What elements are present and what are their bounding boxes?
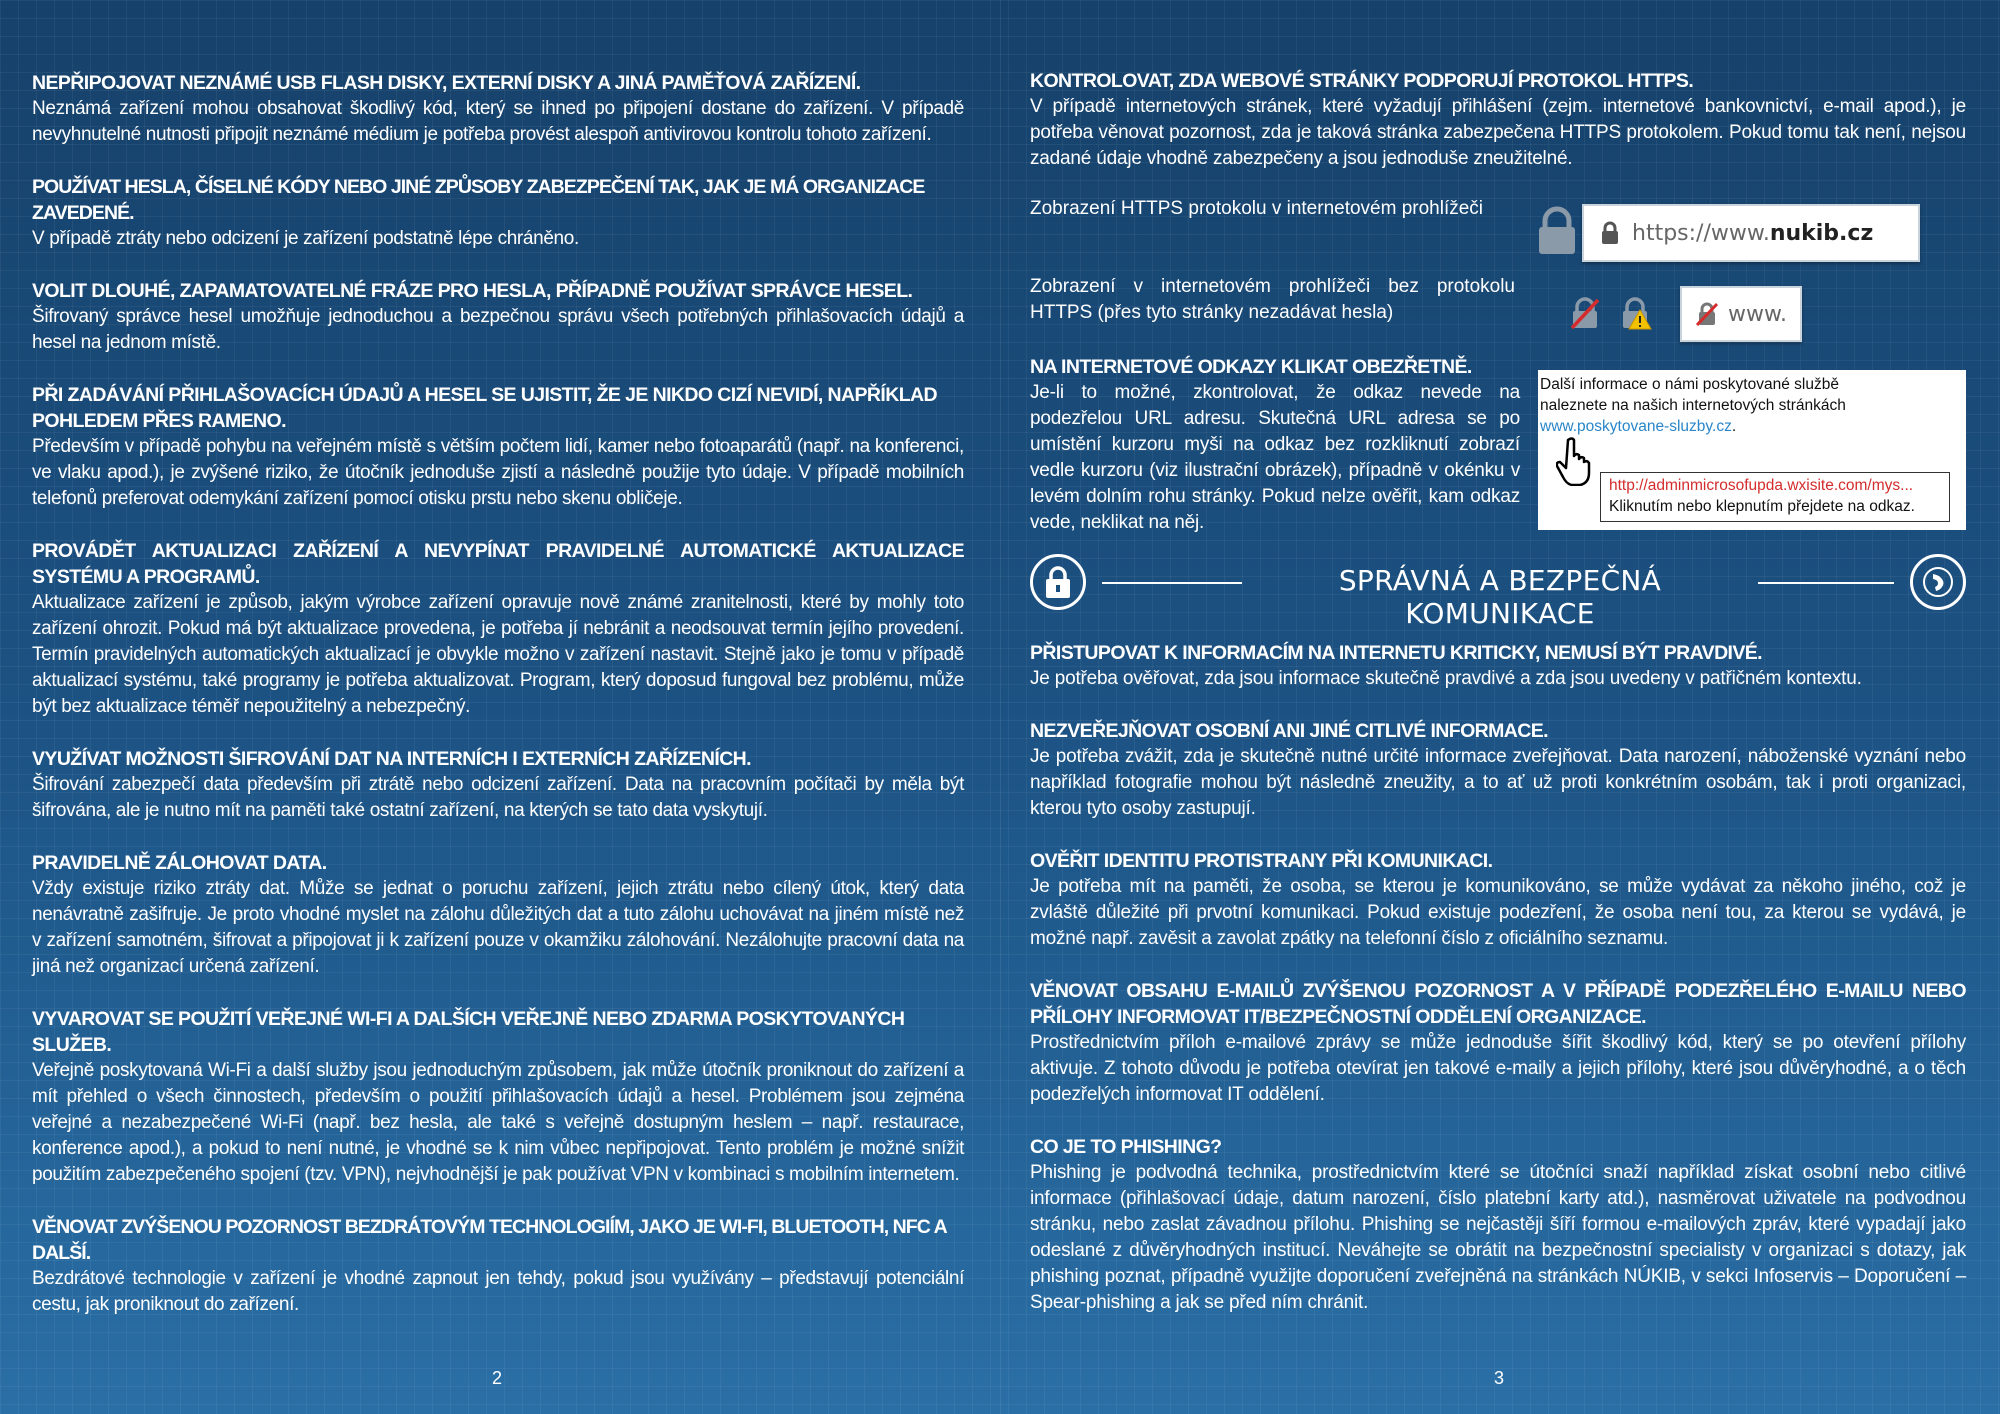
section-heading: VYVAROVAT SE POUŽITÍ VEŘEJNÉ WI-FI A DALŠÍCH VEŘEJNĚ NEBO ZDARMA POSKYTOVANÝCH SLUŽEB. xyxy=(32,1008,905,1056)
section-heading: PRAVIDELNĚ ZÁLOHOVAT DATA. xyxy=(32,852,327,874)
page-number: 2 xyxy=(492,1368,503,1388)
secure-url-text xyxy=(1632,221,1873,246)
banner-title: SPRÁVNÁ A BEZPEČNÁ KOMUNIKACE xyxy=(1338,564,1662,630)
section-heading: NEZVEŘEJŇOVAT OSOBNÍ ANI JINÉ CITLIVÉ INFORMACE. xyxy=(1030,720,1548,742)
left-column xyxy=(32,70,964,1344)
section-body: Bezdrátové technologie v zařízení je vhodné zapnout jen tehdy, pokud jsou využívány – představují potenciální cestu, jak proniknout do zařízení. xyxy=(32,1268,964,1315)
section-body: Je potřeba ověřovat, zda jsou informace skutečně pravdivé a zda jsou uvedeny v patřičném kontextu. xyxy=(1030,668,1862,689)
section-heading: PROVÁDĚT AKTUALIZACI ZAŘÍZENÍ A NEVYPÍNAT PRAVIDELNÉ AUTOMATICKÉ AKTUALIZACE SYSTÉMU A PROGRAMŮ. xyxy=(32,540,964,588)
lock-icon xyxy=(1535,206,1579,256)
section-public-wifi xyxy=(32,1006,964,1188)
links-text xyxy=(1030,354,1520,536)
section-heading: CO JE TO PHISHING? xyxy=(1030,1136,1222,1158)
section-critical-thinking xyxy=(1030,640,1966,692)
section-heading: VOLIT DLOUHÉ, ZAPAMATOVATELNÉ FRÁZE PRO HESLA, PŘÍPADNĚ POUŽÍVAT SPRÁVCE HESEL. xyxy=(32,280,913,302)
url-prefix: https://www. xyxy=(1632,220,1770,246)
insecure-url-text: www. xyxy=(1728,301,1787,327)
tooltip-url: http://adminmicrosofupda.wxisite.com/mys... xyxy=(1609,477,1914,494)
no-lock-icon xyxy=(1696,302,1718,326)
section-body: Aktualizace zařízení je způsob, jakým výrobce zařízení opravuje nově známé zranitelnosti, které by mohly toto zařízení ohrozit. Pokud má být aktualizace provedena, je potřeba jí nebránit a neodsouvat termín jejího provedení. Termín pravidelných automatických aktualizací je obvykle možno v zařízení nastavit. Stejně jako je tomu v případě aktualizací systému, také programy je potřeba aktualizovat. Program, který doposud fungoval bez problému, může být bez aktualizace téměř nepoužitelný a nebezpečný. xyxy=(32,592,964,717)
section-body: Je potřeba mít na paměti, že osoba, se kterou je komunikováno, se může vydávat za někoho jiného, což je zvláště důležité při prvotní komunikaci. Pokud existuje podezření, že osoba není tou, za kterou se vydává, je možné např. zavěsit a zavolat zpátky na telefonní číslo z oficiálního seznamu. xyxy=(1030,876,1966,949)
section-body: Je potřeba zvážit, zda je skutečně nutné určité informace zveřejňovat. Data narození, náboženské vyznání nebo například fotografie mohou být následně zneužity, a to ať už proti konkrétním osobám, tak i proti organizaci, kterou tyto osoby zastupují. xyxy=(1030,746,1966,819)
section-heading: NA INTERNETOVÉ ODKAZY KLIKAT OBEZŘETNĚ. xyxy=(1030,356,1472,378)
insecure-url-bar xyxy=(1680,286,1802,342)
banner-rule xyxy=(1102,582,1242,584)
link-hover-illustration xyxy=(1538,370,1966,530)
section-backup xyxy=(32,850,964,980)
section-heading: PŘI ZADÁVÁNÍ PŘIHLAŠOVACÍCH ÚDAJŮ A HESEL SE UJISTIT, ŽE JE NIKDO CIZÍ NEVIDÍ, NAPŘÍKLAD POHLEDEM PŘES RAMENO. xyxy=(32,384,937,432)
section-heading: POUŽÍVAT HESLA, ČÍSELNÉ KÓDY NEBO JINÉ ZPŮSOBY ZABEZPEČENÍ TAK, JAK JE MÁ ORGANIZACE ZAVEDENÉ. xyxy=(32,176,925,224)
popup-link[interactable]: www.poskytovane-sluzby.cz xyxy=(1540,418,1732,435)
url-tooltip xyxy=(1600,472,1950,522)
section-body: Vždy existuje riziko ztráty dat. Může se jednat o poruchu zařízení, jejich ztrátu nebo cílený útok, který data nenávratně zašifruje. Je proto vhodné myslet na zálohu důležitých dat a tuto zálohu uchovávat na jiném místě než v zařízení samotném, šifrovat a připojovat ji k zařízení pouze v okamžiku zálohování. Nezálohujte pracovní data na jiná než organizací určená zařízení. xyxy=(32,878,964,977)
right-column xyxy=(1030,68,1966,1342)
section-body: Phishing je podvodná technika, prostřednictvím které se útočníci snaží například získat osobní nebo citlivé informace (přihlašovací údaje, datum narození, číslo platební karty atd.), nasměrovat uživatele na podvodnou stránku, nebo zaslat závadnou přílohu. Phishing se nejčastěji šíří formou e-mailových zpráv, které vypadají jako odeslané z důvěryhodných institucí. Neváhejte se obrátit na bezpečnostní specialisty v organizaci s dotazy, jak phishing poznat, případně využijte doporučení zveřejněná na stránkách NÚKIB, v sekci Infoservis – Doporučení – Spear-phishing a jak se před ním chránit. xyxy=(1030,1162,1966,1313)
section-updates xyxy=(32,538,964,720)
nukib-emblem-icon xyxy=(1910,554,1966,610)
padlock-circle-icon xyxy=(1030,554,1086,610)
section-body: V případě internetových stránek, které vyžadují přihlášení (zejm. internetové bankovnictví, e-mail apod.), je potřeba věnovat pozornost, zda je taková stránka zabezpečena HTTPS protokolem. Pokud tomu tak není, nejsou zadané údaje vhodně zabezpečeny a jsou jednoduše zneužitelné. xyxy=(1030,96,1966,169)
section-heading: OVĚŘIT IDENTITU PROTISTRANY PŘI KOMUNIKACI. xyxy=(1030,850,1493,872)
no-lock-icon xyxy=(1568,296,1602,330)
popup-text-line: Další informace o námi poskytované službě xyxy=(1540,376,1839,393)
section-heading: VYUŽÍVAT MOŽNOSTI ŠIFROVÁNÍ DAT NA INTERNÍCH I EXTERNÍCH ZAŘÍZENÍCH. xyxy=(32,748,751,770)
warning-icon xyxy=(1618,296,1652,330)
https-secure-description: Zobrazení HTTPS protokolu v internetovém prohlížeči xyxy=(1030,198,1484,219)
tooltip-hint: Kliknutím nebo klepnutím přejdete na odkaz. xyxy=(1609,498,1915,515)
url-domain: nukib.cz xyxy=(1769,220,1874,246)
popup-text-line: naleznete na našich internetových stránkách xyxy=(1540,397,1846,414)
section-body: Prostřednictvím příloh e-mailové zprávy se může jednoduše šířit škodlivý kód, který se po otevření přílohy aktivuje. Z tohoto důvodu je potřeba otevírat jen takové e-maily a jejich přílohy, které jsou důvěryhodné, a o těch podezřelých informovat IT oddělení. xyxy=(1030,1032,1966,1105)
section-shoulder-surfing xyxy=(32,382,964,512)
section-body: Neznámá zařízení mohou obsahovat škodlivý kód, který se ihned po připojení dostane do zařízení. V případě nevyhnutelné nutnosti připojit neznámé médium je potřeba provést alespoň antivirovou kontrolu tohoto zařízení. xyxy=(32,98,964,145)
communication-banner xyxy=(1030,552,1966,630)
lock-icon xyxy=(1044,565,1072,599)
section-body: Je-li to možné, zkontrolovat, že odkaz nevede na podezřelou URL adresu. Skutečná URL adresa se po umístění kurzoru myši na odkaz bez rozkliknutí zobrazí vedle kurzoru (viz ilustrační obrázek), případně v okénku v levém dolním rohu stránky. Pokud nelze ověřit, kam odkaz vede, neklikat na něj. xyxy=(1030,382,1520,533)
popup-link-suffix: . xyxy=(1731,418,1737,435)
section-body: Šifrování zabezpečí data především při ztrátě nebo odcizení zařízení. Data na pracovním počítači by měla být šifrována, ale je nutno mít na paměti také ostatní zařízení, na kterých se tato data vyskytují. xyxy=(32,774,964,821)
right-page xyxy=(1000,0,2000,1414)
https-insecure-example xyxy=(1030,274,1966,348)
popup-link-line xyxy=(1540,416,1964,437)
section-body: Šifrovaný správce hesel umožňuje jednoduchou a bezpečnou správu všech potřebných přihlašovacích údajů a hesel na jednom místě. xyxy=(32,306,964,353)
https-secure-example xyxy=(1030,196,1966,268)
section-body: V případě ztráty nebo odcizení je zařízení podstatně lépe chráněno. xyxy=(32,228,579,249)
section-email xyxy=(1030,978,1966,1108)
section-verify-identity xyxy=(1030,848,1966,952)
https-insecure-description: Zobrazení v internetovém prohlížeči bez protokolu HTTPS (přes tyto stránky nezadávat hesla) xyxy=(1030,276,1515,323)
section-passwords xyxy=(32,174,964,252)
emblem-icon xyxy=(1921,565,1955,599)
section-wireless xyxy=(32,1214,964,1318)
section-personal-info xyxy=(1030,718,1966,822)
lock-icon xyxy=(1600,221,1620,245)
section-links xyxy=(1030,354,1966,533)
section-usb xyxy=(32,70,964,148)
section-phishing xyxy=(1030,1134,1966,1316)
section-encryption xyxy=(32,746,964,824)
section-heading: PŘISTUPOVAT K INFORMACÍM NA INTERNETU KRITICKY, NEMUSÍ BÝT PRAVDIVÉ. xyxy=(1030,642,1763,664)
section-heading: NEPŘIPOJOVAT NEZNÁMÉ USB FLASH DISKY, EXTERNÍ DISKY A JINÁ PAMĚŤOVÁ ZAŘÍZENÍ. xyxy=(32,72,861,94)
section-heading: VĚNOVAT ZVÝŠENOU POZORNOST BEZDRÁTOVÝM TECHNOLOGIÍM, JAKO JE WI-FI, BLUETOOTH, NFC A DALŠÍ. xyxy=(32,1216,947,1264)
hand-cursor-icon xyxy=(1556,436,1596,486)
section-https xyxy=(1030,68,1966,172)
section-body: Především v případě pohybu na veřejném místě s větším počtem lidí, kamer nebo fotoaparátů (např. na konferenci, ve vlaku apod.), je zvýšené riziko, že útočník jednoduše zjistí a následně použije tyto údaje. V případě mobilních telefonů preferovat odemykání zařízení pomocí otisku prstu nebo skenu obličeje. xyxy=(32,436,964,509)
section-heading: KONTROLOVAT, ZDA WEBOVÉ STRÁNKY PODPORUJÍ PROTOKOL HTTPS. xyxy=(1030,70,1694,92)
banner-rule xyxy=(1758,582,1894,584)
page-number: 3 xyxy=(1494,1368,1505,1388)
section-passphrases xyxy=(32,278,964,356)
secure-url-bar xyxy=(1582,204,1920,262)
section-heading: VĚNOVAT OBSAHU E-MAILŮ ZVÝŠENOU POZORNOST A V PŘÍPADĚ PODEZŘELÉHO E-MAILU NEBO PŘÍLOHY INFORMOVAT IT/BEZPEČNOSTNÍ ODDĚLENÍ ORGANIZACE. xyxy=(1030,980,1966,1028)
section-body: Veřejně poskytovaná Wi-Fi a další služby jsou jednoduchým způsobem, jak může útočník proniknout do zařízení a mít přehled o všech činnostech, především o použití přihlašovacích údajů a hesel. Problémem jsou zejména veřejné a nezabezpečené Wi-Fi (např. bez hesla, ale také s veřejně dostupným heslem – např. restaurace, konference apod.), a pokud to není nutné, je vhodné se k nim vůbec nepřipojovat. Tento problém je možné snížit použitím zabezpečeného spojení (tzv. VPN), nejvhodnější je pak používat VPN v kombinaci s mobilním internetem. xyxy=(32,1060,964,1185)
